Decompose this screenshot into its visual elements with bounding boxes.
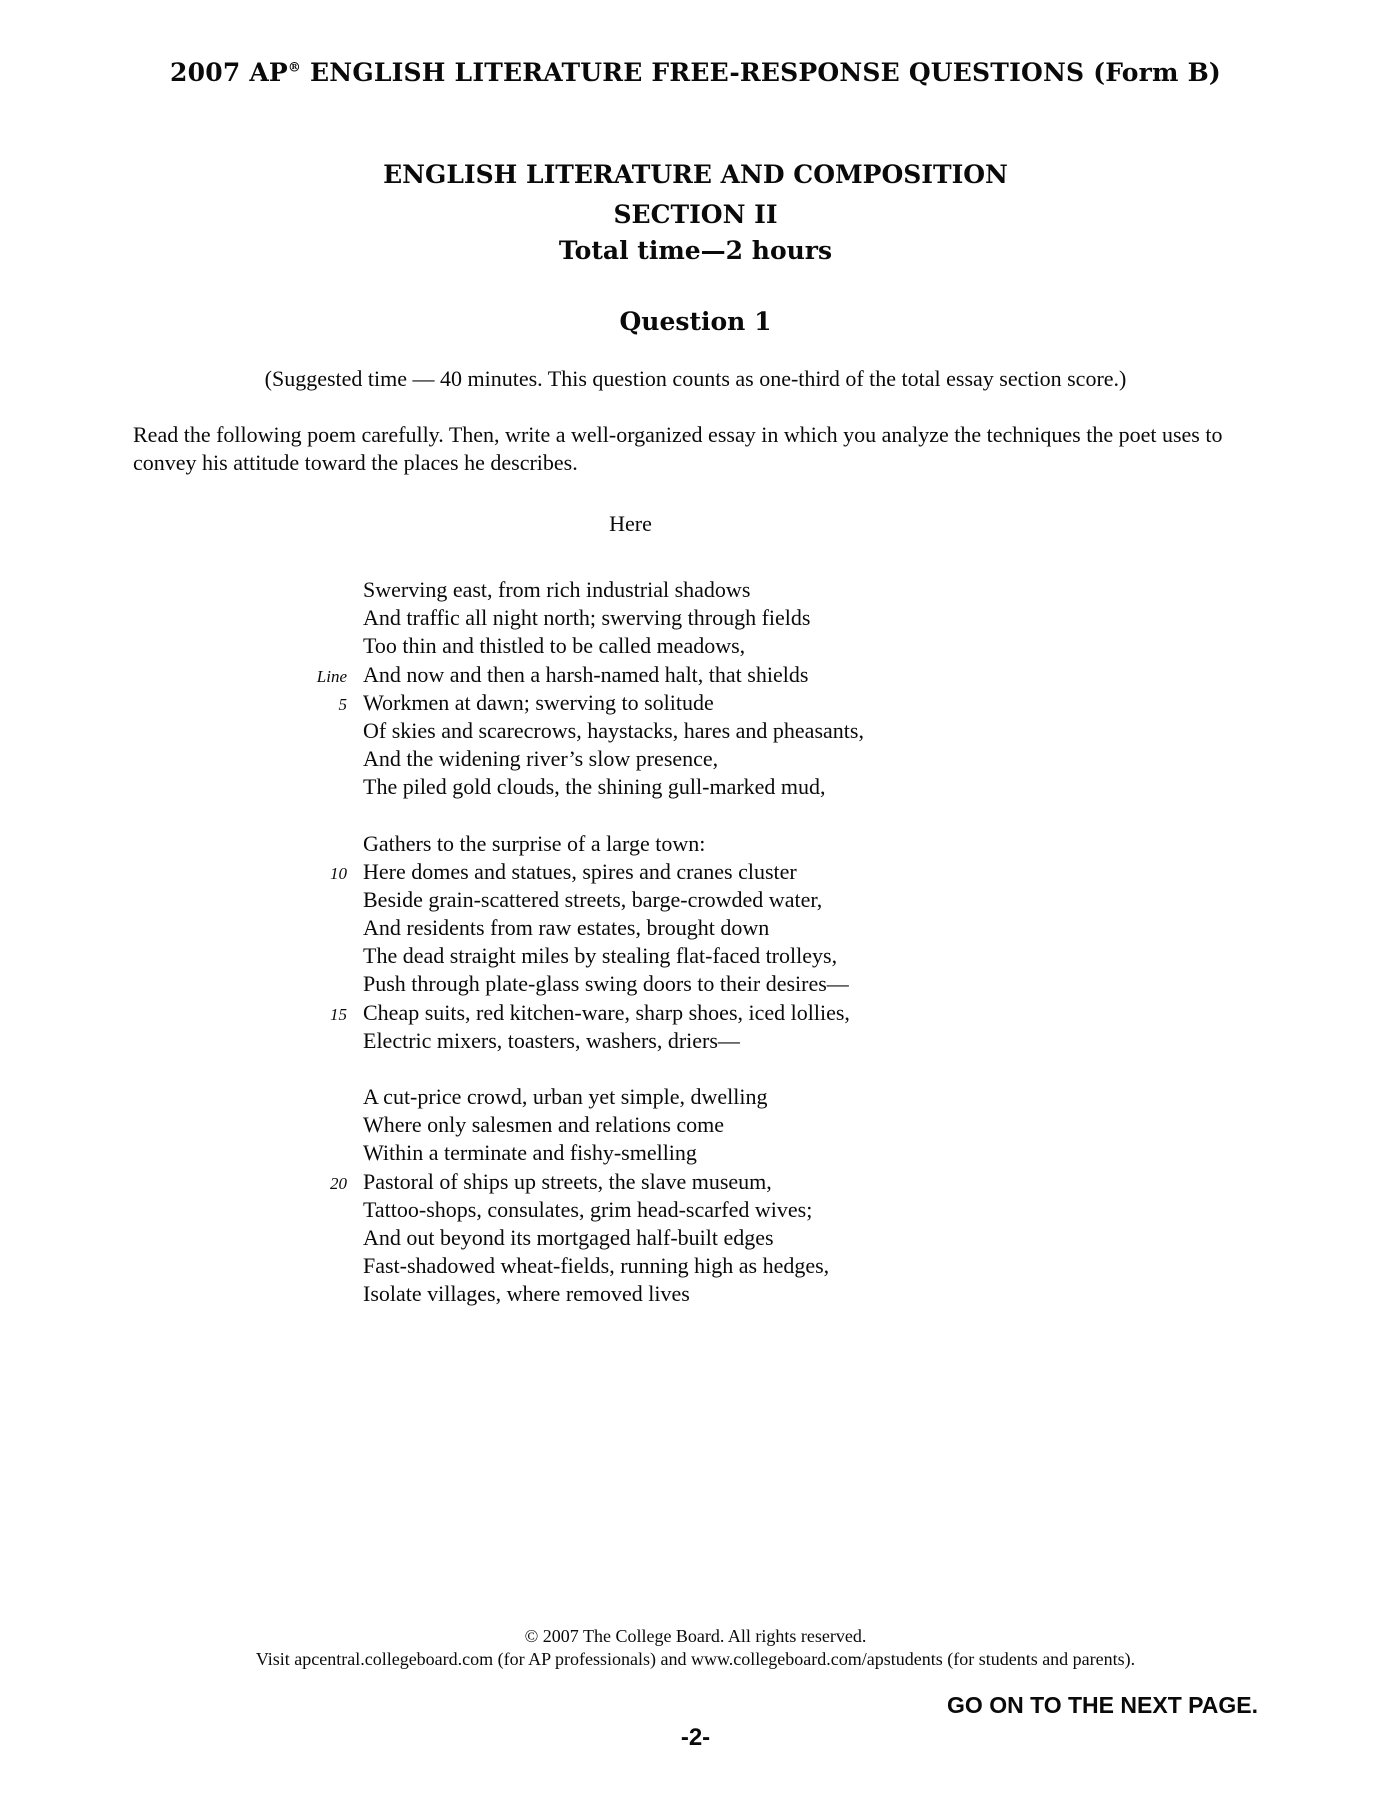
poem-title: Here	[609, 511, 652, 536]
registered-trademark-icon: ®	[287, 60, 302, 76]
poem-line-text: And traffic all night north; swerving through fields	[363, 605, 811, 631]
suggested-time: (Suggested time — 40 minutes. This question counts as one-third of the total essay section score.)	[264, 366, 1127, 391]
poem-line-text: Swerving east, from rich industrial shadows	[363, 577, 751, 602]
poem-line-number: 20	[330, 1173, 347, 1193]
poem-line	[287, 1225, 864, 1253]
poem-line	[287, 605, 864, 633]
poem-line-text: Within a terminate and fishy-smelling	[363, 1140, 697, 1166]
poem-line-text: Of skies and scarecrows, haystacks, hares and pheasants,	[363, 717, 864, 743]
poem-stanza	[287, 1084, 864, 1310]
section-heading: SECTION II	[613, 200, 778, 229]
poem-line	[287, 1169, 864, 1197]
poem-stanza	[287, 831, 864, 1057]
poem-line	[287, 859, 864, 887]
page-title-post: ENGLISH LITERATURE FREE-RESPONSE QUESTIONS (Form B)	[301, 58, 1221, 87]
poem-line-text: A cut-price crowd, urban yet simple, dwelling	[363, 1084, 768, 1109]
poem-line-text: Tattoo-shops, consulates, grim head-scarfed wives;	[363, 1196, 813, 1222]
poem-line-text: Too thin and thistled to be called meadows,	[363, 633, 746, 659]
page-title-pre: 2007 AP	[170, 58, 288, 87]
poem-line	[287, 943, 864, 971]
question-number: Question 1	[619, 307, 772, 336]
poem-line-number: 10	[330, 863, 347, 883]
poem-line	[287, 1084, 864, 1112]
poem-line-text: The piled gold clouds, the shining gull-marked mud,	[363, 774, 826, 800]
visit-line: Visit apcentral.collegeboard.com (for AP professionals) and www.collegeboard.com/apstudents (for students and parents).	[255, 1649, 1136, 1669]
poem	[287, 577, 864, 1310]
poem-line	[287, 662, 864, 690]
poem-line-text: Electric mixers, toasters, washers, driers—	[363, 1027, 740, 1053]
poem-line	[287, 1253, 864, 1281]
poem-line-text: Here domes and statues, spires and cranes cluster	[363, 858, 797, 884]
poem-line	[287, 971, 864, 999]
poem-line	[287, 831, 864, 859]
poem-line	[287, 1281, 864, 1309]
poem-line	[287, 633, 864, 661]
course-title: ENGLISH LITERATURE AND COMPOSITION	[383, 160, 1008, 189]
poem-line-text: Isolate villages, where removed lives	[363, 1281, 690, 1307]
poem-line	[287, 1000, 864, 1028]
poem-line-text: Cheap suits, red kitchen-ware, sharp shoes, iced lollies,	[363, 999, 850, 1025]
poem-line-text: The dead straight miles by stealing flat-faced trolleys,	[363, 943, 838, 969]
poem-stanza	[287, 577, 864, 803]
poem-line	[287, 1112, 864, 1140]
poem-line-text: And the widening river’s slow presence,	[363, 746, 719, 772]
poem-line-text: Where only salesmen and relations come	[363, 1112, 725, 1138]
poem-line	[287, 718, 864, 746]
poem-line-text: Pastoral of ships up streets, the slave museum,	[363, 1168, 772, 1194]
poem-line-text: And residents from raw estates, brought down	[363, 915, 770, 941]
poem-line	[287, 1197, 864, 1225]
poem-line	[287, 690, 864, 718]
poem-line-number: 5	[338, 694, 347, 714]
poem-line-text: Fast-shadowed wheat-fields, running high as hedges,	[363, 1253, 830, 1279]
poem-line	[287, 1028, 864, 1056]
total-time: Total time—2 hours	[558, 236, 833, 265]
poem-line	[287, 1140, 864, 1168]
poem-line-text: Beside grain-scattered streets, barge-crowded water,	[363, 886, 823, 912]
poem-line-text: And now and then a harsh-named halt, that shields	[363, 661, 809, 687]
poem-line-number: 15	[330, 1004, 347, 1024]
poem-line-text: And out beyond its mortgaged half-built edges	[363, 1224, 774, 1250]
poem-line	[287, 577, 864, 605]
page-number: -2-	[680, 1724, 711, 1751]
poem-line-text: Push through plate-glass swing doors to their desires—	[363, 971, 849, 997]
go-on-notice: GO ON TO THE NEXT PAGE.	[947, 1692, 1258, 1718]
poem-line-text: Gathers to the surprise of a large town:	[363, 830, 706, 856]
question-instructions: Read the following poem carefully. Then, write a well-organized essay in which you analyze the techniques the poet uses to convey his attitude toward the places he describes.	[133, 422, 1223, 475]
poem-line	[287, 915, 864, 943]
page-title	[0, 58, 1391, 87]
poem-line-number: Line	[316, 666, 347, 686]
poem-line	[287, 887, 864, 915]
poem-line-text: Workmen at dawn; swerving to solitude	[363, 689, 714, 715]
poem-line	[287, 774, 864, 802]
copyright-line: © 2007 The College Board. All rights reserved.	[524, 1626, 867, 1646]
poem-line	[287, 746, 864, 774]
